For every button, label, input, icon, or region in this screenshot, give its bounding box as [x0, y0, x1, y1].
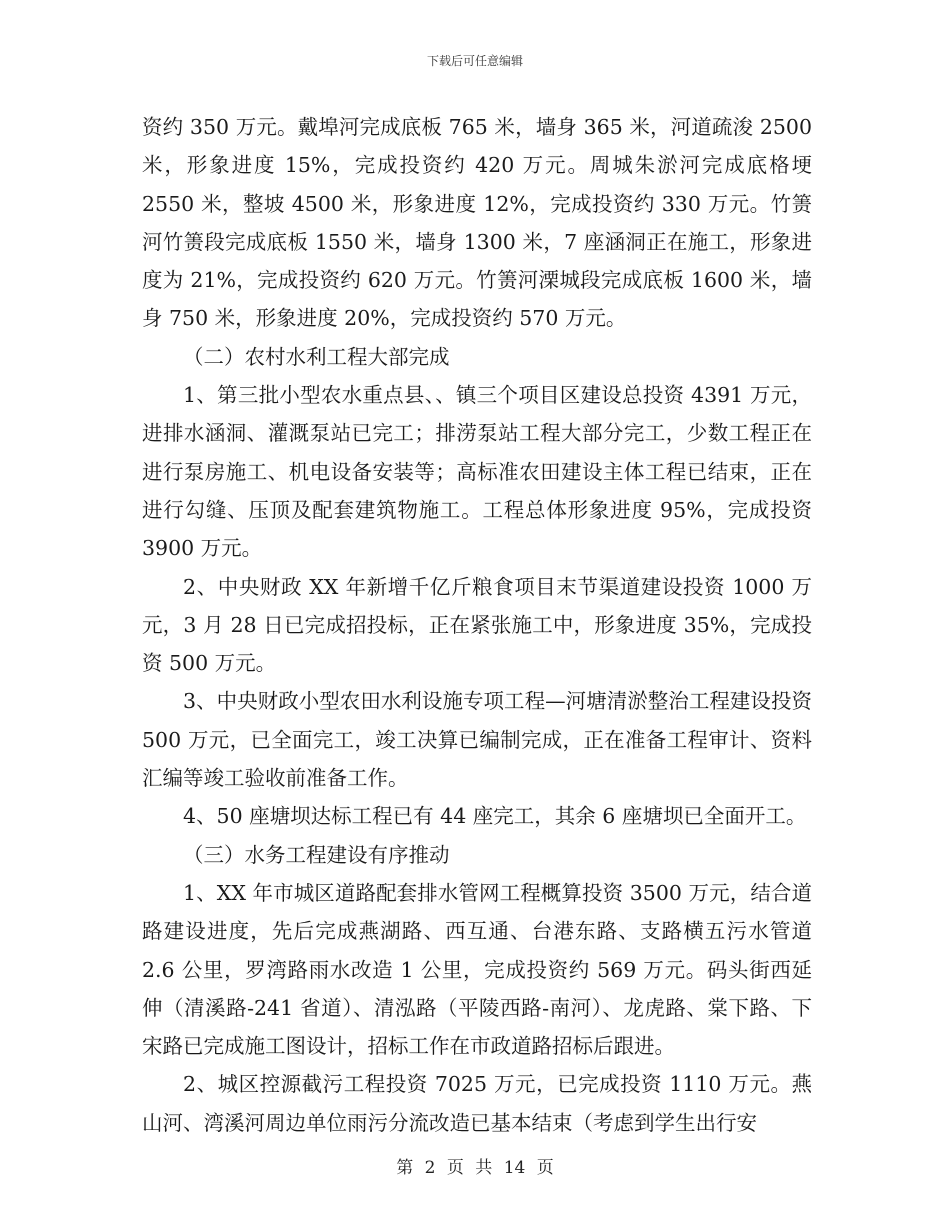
paragraph-item-2: 2、中央财政 XX 年新增千亿斤粮食项目末节渠道建设投资 1000 万元，3 月 28 日已完成招投标，正在紧张施工中，形象进度 35%，完成投资 500 万元。 — [142, 574, 812, 676]
page-footer: 第 2 页 共 14 页 — [396, 1158, 554, 1178]
section-heading-rural-water: （二）农村水利工程大部完成 — [183, 344, 450, 369]
paragraph-item-1b: 1、XX 年市城区道路配套排水管网工程概算投资 3500 万元，结合道路建设进度，先后完成燕湖路、西互通、台港东路、支路横五污水管道 2.6 公里，罗湾路雨水改造 1 公里，完成投资约 569 万元。码头街西延伸（清溪路-241 省道）、清泓路（平陵西路-南河）、龙虎路、棠下路、下宋路已完成施工图设计，招标工作在市政道路招标后跟进。 — [142, 880, 812, 1059]
paragraph-item-1: 1、第三批小型农水重点县、、镇三个项目区建设总投资 4391 万元，进排水涵洞、灌溉泵站已完工；排涝泵站工程大部分完工，少数工程正在进行泵房施工、机电设备安装等；高标准农田建设主体工程已结束，正在进行勾缝、压顶及配套建筑物施工。工程总体形象进度 95%，完成投资 3900 万元。 — [142, 383, 812, 561]
section-heading-water-affairs: （三）水务工程建设有序推动 — [183, 842, 450, 867]
paragraph-item-4: 4、50 座塘坝达标工程已有 44 座完工，其余 6 座塘坝已全面开工。 — [183, 804, 807, 829]
document-body — [142, 108, 812, 1142]
page-header: 下载后可任意编辑 — [426, 54, 523, 68]
paragraph-continuation: 资约 350 万元。戴埠河完成底板 765 米，墙身 365 米，河道疏浚 2500 米，形象进度 15%，完成投资约 420 万元。周城朱淤河完成底格埂 2550 米，整坡 4500 米，形象进度 12%，完成投资约 330 万元。竹箦河竹箦段完成底板 1550 米，墙身 1300 米，7 座涵洞正在施工，形象进度为 21%，完成投资约 620 万元。竹箦河溧城段完成底板 1600 米，墙身 750 米，形象进度 20%，完成投资约 570 万元。 — [142, 115, 812, 331]
paragraph-item-2b: 2、城区控源截污工程投资 7025 万元，已完成投资 1110 万元。燕山河、湾溪河周边单位雨污分流改造已基本结束（考虑到学生出行安 — [142, 1072, 812, 1135]
paragraph-item-3: 3、中央财政小型农田水利设施专项工程—河塘清淤整治工程建设投资 500 万元，已全面完工，竣工决算已编制完成，正在准备工程审计、资料汇编等竣工验收前准备工作。 — [142, 689, 812, 791]
